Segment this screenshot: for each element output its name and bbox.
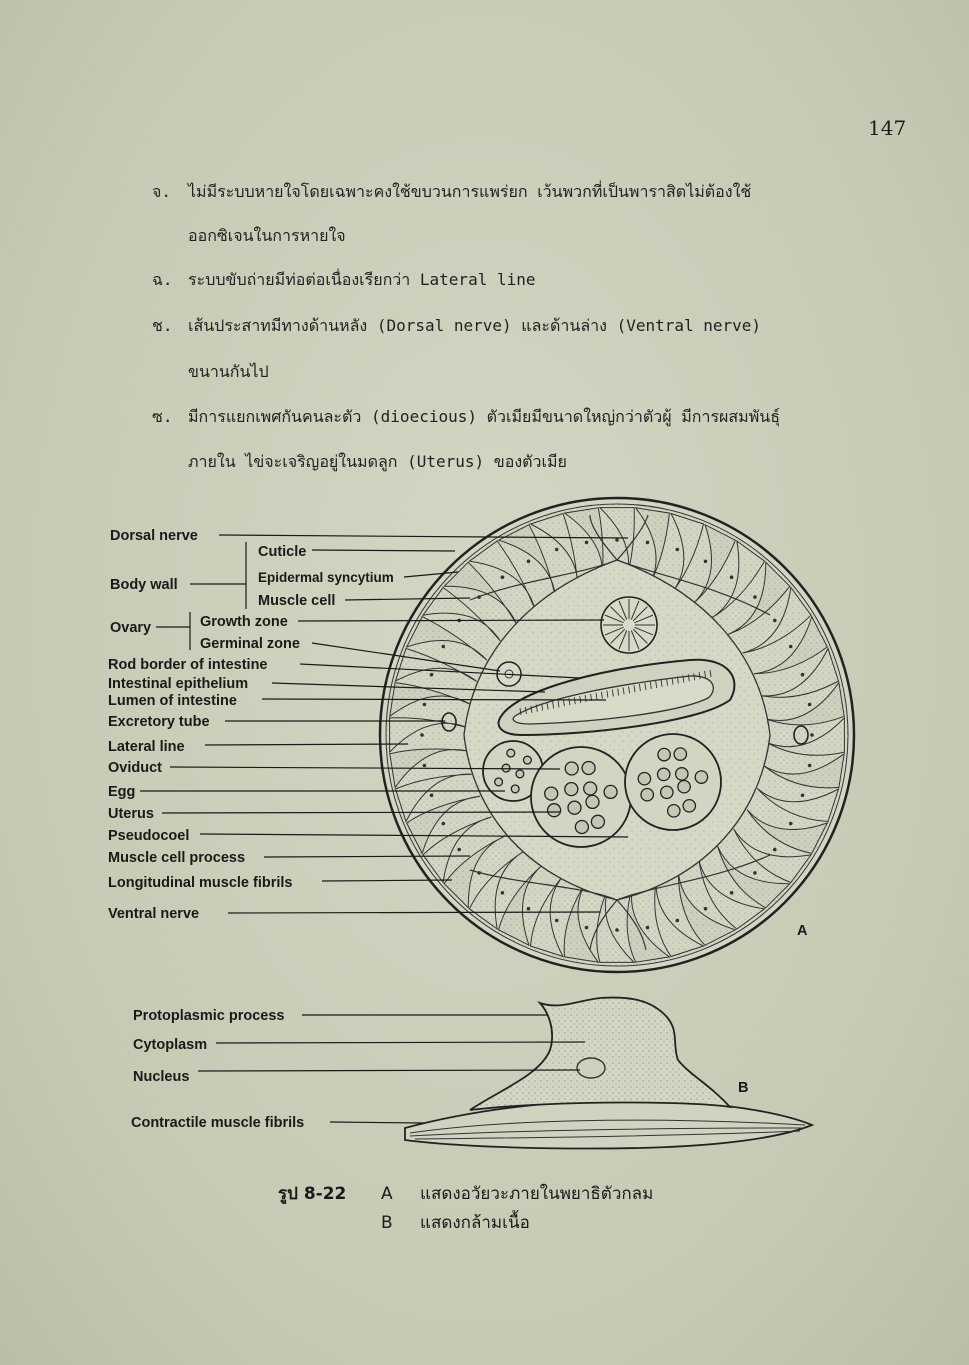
label-lumen: Lumen of intestine [108,693,237,709]
label-growth-zone: Growth zone [200,614,288,630]
label-ventral-nerve: Ventral nerve [108,906,200,922]
egg [658,748,670,760]
panel-letter-a: A [797,923,808,939]
paragraph-4-marker: ซ. [152,407,173,426]
label-germinal-zone: Germinal zone [200,636,300,652]
egg [638,773,650,785]
egg [683,800,695,812]
paragraph-4-line-2: ภายใน ไข่จะเจริญอยู่ในมดลูก (Uterus) ของตัวเมีย [188,452,567,471]
figure-caption [278,1183,653,1233]
egg [507,749,515,757]
label-oviduct: Oviduct [108,760,162,776]
label-longitudinal-fibrils: Longitudinal muscle fibrils [108,875,293,891]
label-intestinal-epithelium: Intestinal epithelium [108,676,249,692]
egg [676,768,688,780]
label-cuticle: Cuticle [258,544,307,560]
paragraph-3-text-1: เส้นประสาทมีทางด้านหลัง (Dorsal nerve) และด้านล่าง (Ventral nerve) [188,316,762,335]
egg [586,795,599,808]
label-cytoplasm: Cytoplasm [133,1037,208,1053]
egg [548,804,561,817]
caption-number: รูป 8-22 [278,1184,347,1204]
label-rod-border: Rod border of intestine [108,657,268,673]
paragraph-3-line-2: ขนานกันไป [188,362,269,381]
egg [565,762,578,775]
caption-text-a: แสดงอวัยวะภายในพยาธิตัวกลม [420,1184,654,1204]
egg [575,821,588,834]
egg [568,801,581,814]
egg [695,771,707,783]
paragraph-2-marker: ฉ. [152,270,173,289]
paragraph-2-text-1: ระบบขับถ่ายมีท่อต่อเนื่องเรียกว่า Lateral line [188,270,536,289]
egg [661,786,673,798]
egg [641,789,653,801]
paragraph-3-marker: ช. [152,316,173,335]
label-dorsal-nerve: Dorsal nerve [110,528,198,544]
caption-letter-b: B [381,1213,393,1233]
egg [565,783,578,796]
label-muscle-cell-process: Muscle cell process [108,850,246,866]
label-protoplasmic-process: Protoplasmic process [133,1008,285,1024]
cross-section-drawing [380,498,854,972]
label-pseudocoel: Pseudocoel [108,828,190,844]
label-ovary: Ovary [110,620,152,636]
egg [668,805,680,817]
egg [511,785,519,793]
label-lateral-line: Lateral line [108,739,185,755]
egg [516,770,524,778]
caption-letter-a: A [381,1184,393,1204]
label-contractile-fibrils: Contractile muscle fibrils [131,1115,305,1131]
page-number: 147 [868,116,907,140]
egg [502,764,510,772]
label-excretory-tube: Excretory tube [108,714,210,730]
paragraph-4-text-1: มีการแยกเพศกันคนละตัว (dioecious) ตัวเมียมีขนาดใหญ่กว่าตัวผู้ มีการผสมพันธุ์ [188,407,780,426]
label-egg: Egg [108,784,136,800]
egg [591,815,604,828]
contractile-fibrils [405,1100,812,1149]
label-body-wall: Body wall [110,577,178,593]
egg [545,787,558,800]
paragraph-1-marker: จ. [152,182,172,201]
muscle-cell-drawing [405,998,812,1149]
egg [524,756,532,764]
egg [582,762,595,775]
panel-letter-b: B [738,1080,749,1096]
egg [678,781,690,793]
label-nucleus: Nucleus [133,1069,190,1085]
egg [495,778,503,786]
egg [584,782,597,795]
label-muscle-cell: Muscle cell [258,593,336,609]
paragraph-1-text-1: ไม่มีระบบหายใจโดยเฉพาะคงใช้ขบวนการแพร่ยก เว้นพวกที่เป็นพาราสิตไม่ต้องใช้ [188,182,752,201]
nucleus [577,1058,605,1078]
label-epidermal-syncytium: Epidermal syncytium [258,570,394,585]
egg [604,785,617,798]
paragraph-1-line-2: ออกซิเจนในการหายใจ [188,226,346,245]
label-uterus: Uterus [108,806,154,822]
caption-text-b: แสดงกล้ามเนื้อ [420,1213,530,1233]
egg [674,748,686,760]
egg [658,768,670,780]
